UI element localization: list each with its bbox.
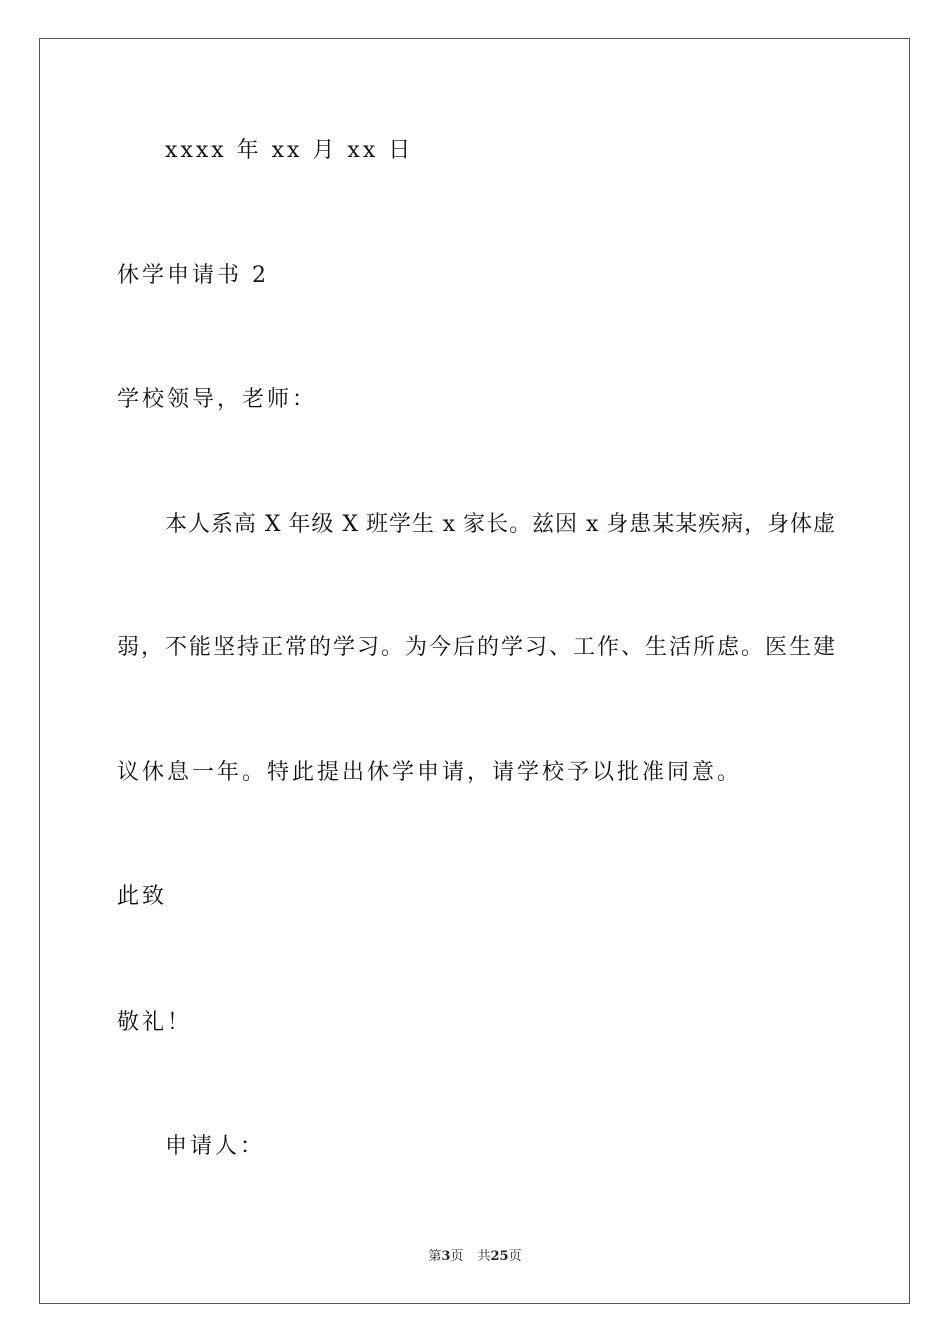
body-line-1: 本人系高 X 年级 X 班学生 x 家长。兹因 x 身患某某疾病，身体虚 [165, 512, 835, 537]
regards: 敬礼！ [117, 1010, 193, 1035]
total-pages: 25 [490, 1249, 509, 1264]
signature-label: 申请人： [165, 1134, 266, 1159]
total-prefix: 共 [477, 1249, 491, 1264]
page-number: 3 [441, 1249, 451, 1264]
body-line-2: 弱，不能坚持正常的学习。为今后的学习、工作、生活所虑。医生建 [117, 635, 835, 660]
section-title: 休学申请书 2 [117, 263, 269, 288]
page-frame [39, 38, 910, 1304]
date-line: xxxx 年 xx 月 xx 日 [165, 138, 414, 163]
page-suffix: 页 [450, 1249, 464, 1264]
closing: 此致 [117, 884, 168, 909]
total-suffix: 页 [508, 1249, 522, 1264]
page-prefix: 第 [428, 1249, 442, 1264]
salutation: 学校领导，老师： [117, 387, 318, 412]
page-footer [0, 1248, 950, 1266]
body-line-3: 议休息一年。特此提出休学申请，请学校予以批准同意。 [117, 760, 743, 785]
